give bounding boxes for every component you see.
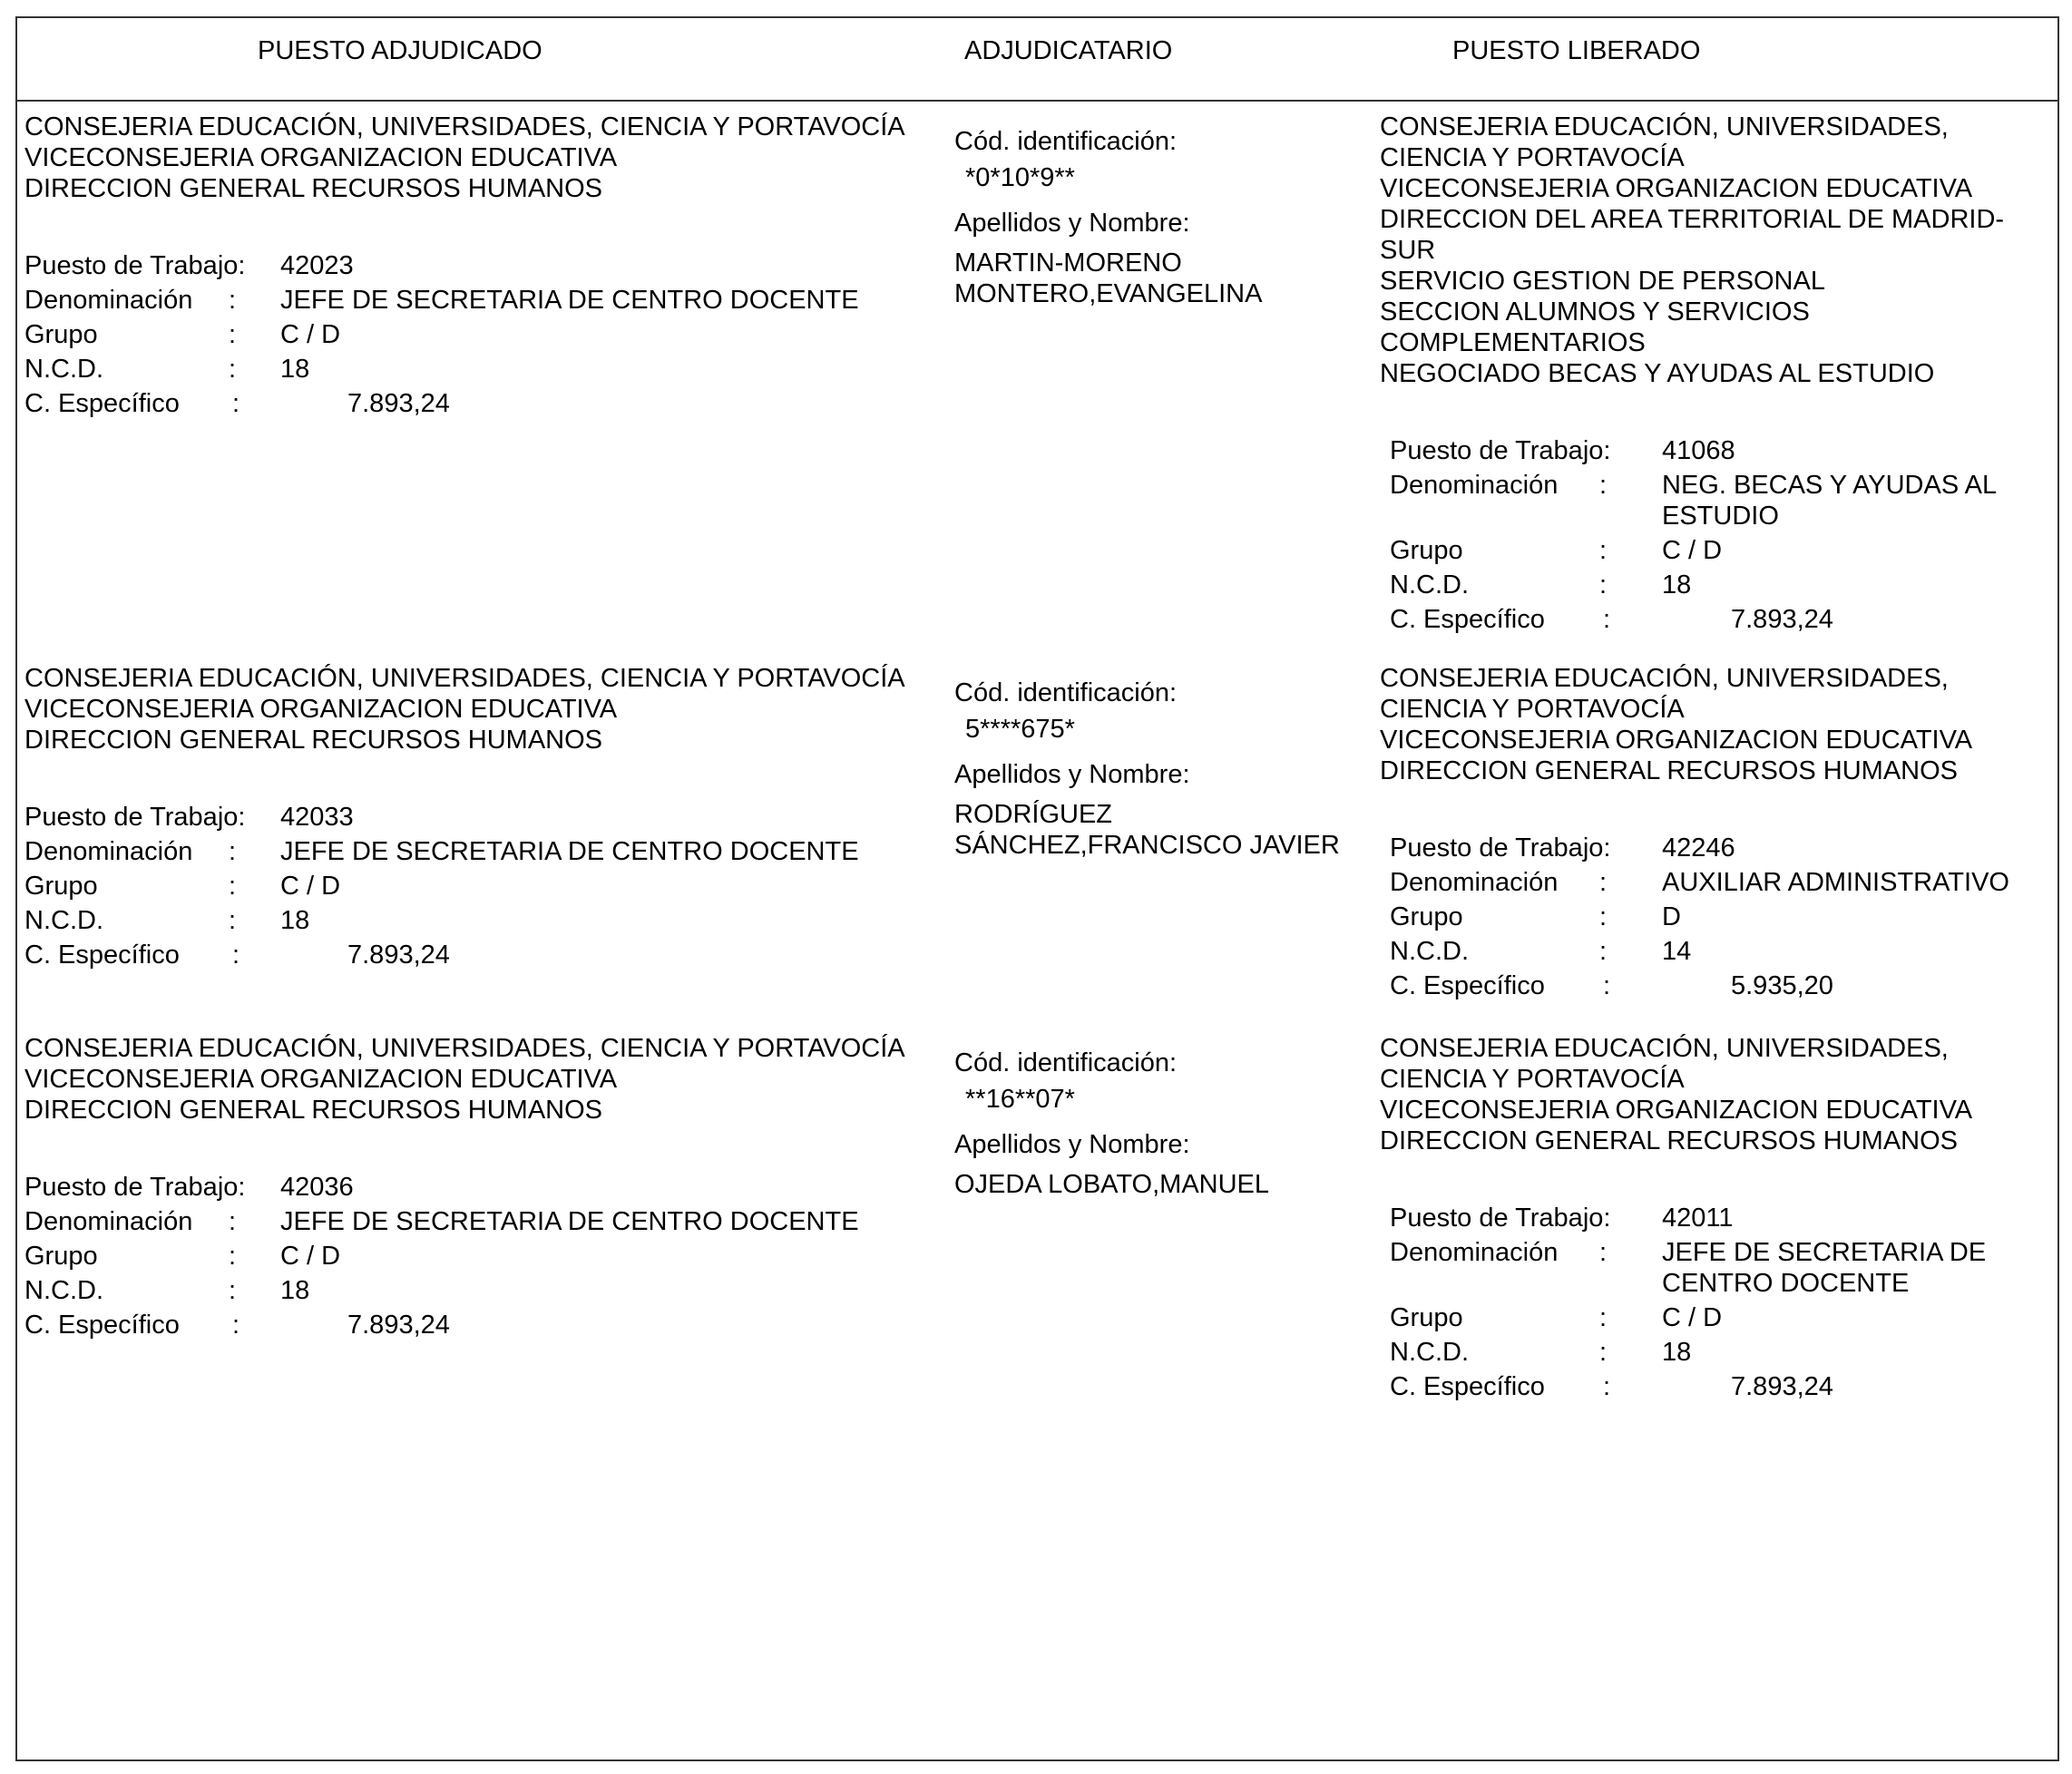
- c-especifico-line: [24, 1308, 941, 1342]
- c-especifico-value: 7.893,24: [1731, 605, 1833, 634]
- org-line: VICECONSEJERIA ORGANIZACION EDUCATIVA: [1380, 726, 1973, 755]
- cod-identificacion-label: Cód. identificación:: [954, 678, 1178, 707]
- denominacion-label: Denominación: [24, 286, 193, 315]
- grupo-line: [1390, 533, 2051, 568]
- table-row: [17, 663, 2057, 1026]
- apellidos-nombre-value: RODRÍGUEZ SÁNCHEZ,FRANCISCO JAVIER: [954, 800, 1340, 860]
- cod-identificacion-label: Cód. identificación:: [954, 127, 1178, 156]
- org-block: [24, 663, 941, 755]
- colon: :: [232, 941, 240, 970]
- ncd-label: N.C.D.: [1390, 1338, 1469, 1367]
- denominacion-label: Denominación: [24, 1207, 193, 1236]
- grupo-label: Grupo: [24, 1242, 98, 1271]
- adjudicatario-cell: [954, 663, 1390, 861]
- denominacion-line: [1390, 468, 2051, 533]
- colon: :: [1599, 570, 1608, 599]
- grupo-line: [1390, 900, 2051, 934]
- colon: :: [232, 1311, 240, 1340]
- org-line: CONSEJERIA EDUCACIÓN, UNIVERSIDADES, CIENCIA Y PORTAVOCÍA: [1380, 664, 1949, 724]
- colon: :: [229, 1276, 237, 1305]
- org-line: DIRECCION GENERAL RECURSOS HUMANOS: [1380, 756, 1959, 785]
- puesto-details: [1390, 831, 2051, 1003]
- header-puesto-liberado: PUESTO LIBERADO: [1452, 36, 1701, 65]
- org-block: [24, 112, 941, 204]
- denominacion-value: AUXILIAR ADMINISTRATIVO: [1662, 868, 2009, 897]
- puesto-liberado-cell: [1380, 663, 2051, 1003]
- c-especifico-value: 5.935,20: [1731, 971, 1833, 1000]
- denominacion-value: NEG. BECAS Y AYUDAS AL ESTUDIO: [1662, 471, 1997, 531]
- org-line: SERVICIO GESTION DE PERSONAL: [1380, 267, 1825, 296]
- cod-identificacion-value: 5****675*: [965, 715, 1075, 744]
- puesto-details: [1390, 434, 2051, 637]
- org-line: NEGOCIADO BECAS Y AYUDAS AL ESTUDIO: [1380, 359, 1935, 388]
- colon: :: [229, 872, 237, 901]
- grupo-label: Grupo: [24, 320, 98, 349]
- colon: :: [229, 837, 237, 866]
- denominacion-line: [1390, 1235, 2051, 1301]
- c-especifico-label: C. Específico: [1390, 1372, 1545, 1401]
- grupo-value: D: [1662, 902, 1681, 931]
- c-especifico-line: [24, 386, 941, 421]
- denominacion-line: [24, 1204, 941, 1239]
- grupo-value: C / D: [280, 1242, 341, 1271]
- ncd-value: 18: [1662, 570, 1692, 599]
- apellidos-nombre-value: MARTIN-MORENO MONTERO,EVANGELINA: [954, 249, 1263, 308]
- puesto-details: [24, 1170, 941, 1342]
- ncd-label: N.C.D.: [24, 906, 103, 935]
- puesto-liberado-cell: [1380, 112, 2051, 637]
- adjudicatario-cell: [954, 1033, 1390, 1200]
- grupo-label: Grupo: [1390, 1303, 1463, 1332]
- org-line: CONSEJERIA EDUCACIÓN, UNIVERSIDADES, CIENCIA Y PORTAVOCÍA: [1380, 1034, 1949, 1094]
- org-block: [1380, 112, 2051, 389]
- colon: :: [229, 286, 237, 315]
- header-puesto-adjudicado: PUESTO ADJUDICADO: [258, 36, 542, 65]
- colon: :: [1603, 1372, 1611, 1401]
- org-line: DIRECCION GENERAL RECURSOS HUMANOS: [1380, 1126, 1959, 1155]
- puesto-trabajo-value: 42246: [1662, 833, 1735, 863]
- denominacion-label: Denominación: [24, 837, 193, 866]
- org-line: VICECONSEJERIA ORGANIZACION EDUCATIVA: [1380, 174, 1973, 203]
- org-line: CONSEJERIA EDUCACIÓN, UNIVERSIDADES, CIENCIA Y PORTAVOCÍA: [24, 664, 905, 693]
- c-especifico-value: 7.893,24: [347, 389, 450, 418]
- puesto-trabajo-label: Puesto de Trabajo:: [1390, 1204, 1611, 1233]
- org-line: SECCION ALUMNOS Y SERVICIOS COMPLEMENTARIOS: [1380, 297, 1810, 357]
- ncd-line: [24, 352, 941, 386]
- apellidos-nombre-label: Apellidos y Nombre:: [954, 1130, 1190, 1159]
- org-line: CONSEJERIA EDUCACIÓN, UNIVERSIDADES, CIENCIA Y PORTAVOCÍA: [24, 112, 905, 141]
- c-especifico-value: 7.893,24: [347, 941, 450, 970]
- colon: :: [1599, 471, 1608, 500]
- denominacion-line: [24, 834, 941, 869]
- c-especifico-line: [1390, 969, 2051, 1003]
- colon: :: [1599, 1338, 1608, 1367]
- puesto-trabajo-line: [1390, 831, 2051, 865]
- colon: :: [1599, 1303, 1608, 1332]
- header-adjudicatario: ADJUDICATARIO: [964, 36, 1173, 65]
- c-especifico-label: C. Específico: [1390, 971, 1545, 1000]
- colon: :: [229, 906, 237, 935]
- colon: :: [229, 320, 237, 349]
- c-especifico-value: 7.893,24: [1731, 1372, 1833, 1401]
- puesto-details: [1390, 1201, 2051, 1404]
- puesto-trabajo-value: 42036: [280, 1173, 354, 1202]
- denominacion-value: JEFE DE SECRETARIA DE CENTRO DOCENTE: [280, 286, 859, 315]
- colon: :: [1603, 971, 1611, 1000]
- table-header: [17, 18, 2057, 102]
- colon: :: [1599, 536, 1608, 565]
- c-especifico-label: C. Específico: [24, 389, 180, 418]
- denominacion-line: [1390, 865, 2051, 900]
- puesto-trabajo-value: 41068: [1662, 436, 1735, 465]
- c-especifico-line: [1390, 602, 2051, 637]
- puesto-adjudicado-cell: [24, 1033, 941, 1342]
- grupo-line: [24, 1239, 941, 1273]
- org-block: [24, 1033, 941, 1126]
- puesto-trabajo-line: [1390, 434, 2051, 468]
- apellidos-nombre-label: Apellidos y Nombre:: [954, 760, 1190, 789]
- grupo-value: C / D: [1662, 536, 1723, 565]
- cod-identificacion-label: Cód. identificación:: [954, 1048, 1178, 1077]
- denominacion-value: JEFE DE SECRETARIA DE CENTRO DOCENTE: [280, 1207, 859, 1236]
- ncd-line: [1390, 1335, 2051, 1369]
- colon: :: [229, 1242, 237, 1271]
- grupo-label: Grupo: [24, 872, 98, 901]
- org-line: VICECONSEJERIA ORGANIZACION EDUCATIVA: [1380, 1096, 1973, 1125]
- ncd-value: 18: [280, 355, 310, 384]
- ncd-value: 18: [280, 1276, 310, 1305]
- puesto-trabajo-label: Puesto de Trabajo:: [1390, 436, 1611, 465]
- org-line: DIRECCION GENERAL RECURSOS HUMANOS: [24, 1096, 603, 1125]
- cod-identificacion-value: **16**07*: [965, 1085, 1075, 1114]
- adjudication-table: [15, 16, 2059, 1761]
- grupo-label: Grupo: [1390, 902, 1463, 931]
- ncd-line: [1390, 934, 2051, 969]
- puesto-trabajo-value: 42023: [280, 251, 354, 280]
- c-especifico-label: C. Específico: [1390, 605, 1545, 634]
- puesto-details: [24, 800, 941, 972]
- puesto-trabajo-label: Puesto de Trabajo:: [24, 1173, 246, 1202]
- adjudicatario-cell: [954, 112, 1390, 309]
- denominacion-label: Denominación: [1390, 471, 1559, 500]
- org-line: CONSEJERIA EDUCACIÓN, UNIVERSIDADES, CIENCIA Y PORTAVOCÍA: [1380, 112, 1949, 172]
- ncd-value: 18: [1662, 1338, 1692, 1367]
- grupo-line: [24, 869, 941, 903]
- grupo-line: [24, 317, 941, 352]
- cod-identificacion-value: *0*10*9**: [965, 163, 1075, 192]
- colon: :: [1603, 605, 1611, 634]
- table-row: [17, 112, 2057, 656]
- org-line: DIRECCION GENERAL RECURSOS HUMANOS: [24, 174, 603, 203]
- org-block: [1380, 1033, 2051, 1156]
- puesto-adjudicado-cell: [24, 112, 941, 421]
- ncd-label: N.C.D.: [24, 355, 103, 384]
- grupo-value: C / D: [280, 320, 341, 349]
- c-especifico-line: [1390, 1369, 2051, 1404]
- ncd-line: [24, 903, 941, 938]
- puesto-trabajo-label: Puesto de Trabajo:: [24, 803, 246, 832]
- puesto-trabajo-line: [24, 1170, 941, 1204]
- colon: :: [1599, 868, 1608, 897]
- apellidos-nombre-value: OJEDA LOBATO,MANUEL: [954, 1170, 1270, 1199]
- colon: :: [1599, 937, 1608, 966]
- denominacion-label: Denominación: [1390, 1238, 1559, 1267]
- puesto-details: [24, 249, 941, 421]
- denominacion-value: JEFE DE SECRETARIA DE CENTRO DOCENTE: [1662, 1238, 1987, 1298]
- grupo-line: [1390, 1301, 2051, 1335]
- puesto-liberado-cell: [1380, 1033, 2051, 1404]
- colon: :: [1599, 1238, 1608, 1267]
- colon: :: [229, 355, 237, 384]
- grupo-label: Grupo: [1390, 536, 1463, 565]
- denominacion-label: Denominación: [1390, 868, 1559, 897]
- c-especifico-line: [24, 938, 941, 972]
- ncd-value: 18: [280, 906, 310, 935]
- puesto-trabajo-line: [1390, 1201, 2051, 1235]
- org-line: VICECONSEJERIA ORGANIZACION EDUCATIVA: [24, 695, 618, 724]
- puesto-adjudicado-cell: [24, 663, 941, 972]
- org-line: VICECONSEJERIA ORGANIZACION EDUCATIVA: [24, 143, 618, 172]
- grupo-value: C / D: [280, 872, 341, 901]
- puesto-trabajo-value: 42011: [1662, 1204, 1734, 1233]
- org-line: VICECONSEJERIA ORGANIZACION EDUCATIVA: [24, 1065, 618, 1094]
- puesto-trabajo-label: Puesto de Trabajo:: [24, 251, 246, 280]
- puesto-trabajo-label: Puesto de Trabajo:: [1390, 833, 1611, 863]
- table-row: [17, 1033, 2057, 1401]
- denominacion-value: JEFE DE SECRETARIA DE CENTRO DOCENTE: [280, 837, 859, 866]
- colon: :: [232, 389, 240, 418]
- ncd-label: N.C.D.: [1390, 570, 1469, 599]
- org-line: DIRECCION GENERAL RECURSOS HUMANOS: [24, 726, 603, 755]
- c-especifico-label: C. Específico: [24, 1311, 180, 1340]
- ncd-line: [24, 1273, 941, 1308]
- org-block: [1380, 663, 2051, 786]
- ncd-label: N.C.D.: [1390, 937, 1469, 966]
- c-especifico-value: 7.893,24: [347, 1311, 450, 1340]
- denominacion-line: [24, 283, 941, 317]
- apellidos-nombre-label: Apellidos y Nombre:: [954, 209, 1190, 238]
- ncd-value: 14: [1662, 937, 1692, 966]
- org-line: CONSEJERIA EDUCACIÓN, UNIVERSIDADES, CIENCIA Y PORTAVOCÍA: [24, 1034, 905, 1063]
- puesto-trabajo-value: 42033: [280, 803, 354, 832]
- puesto-trabajo-line: [24, 800, 941, 834]
- puesto-trabajo-line: [24, 249, 941, 283]
- colon: :: [229, 1207, 237, 1236]
- c-especifico-label: C. Específico: [24, 941, 180, 970]
- grupo-value: C / D: [1662, 1303, 1723, 1332]
- colon: :: [1599, 902, 1608, 931]
- ncd-label: N.C.D.: [24, 1276, 103, 1305]
- ncd-line: [1390, 568, 2051, 602]
- org-line: DIRECCION DEL AREA TERRITORIAL DE MADRID-SUR: [1380, 205, 2005, 265]
